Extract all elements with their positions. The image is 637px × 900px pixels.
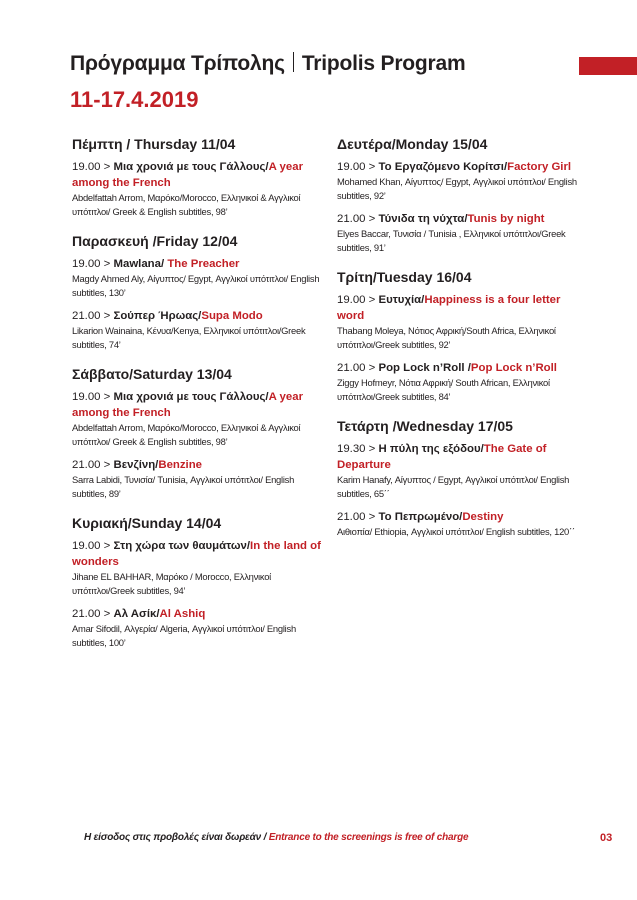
screening-time: 21.00 > — [337, 511, 379, 523]
film-title-greek: Τύνιδα τη νύχτα/ — [378, 213, 468, 225]
day-heading: Δευτέρα/Monday 15/04 — [337, 136, 488, 152]
film-title-greek: Βενζίνη/ — [113, 459, 159, 471]
screening — [337, 509, 587, 539]
film-title-english: A year among the French — [72, 391, 303, 419]
screening — [337, 360, 587, 404]
screening — [72, 389, 322, 449]
film-title-english: Happiness is a four letter word — [337, 294, 561, 322]
screening — [72, 606, 322, 650]
screening-title — [72, 159, 322, 191]
film-title-greek: Η πύλη της εξόδου/ — [378, 443, 484, 455]
film-title-english: Pop Lock n’Roll — [470, 362, 557, 374]
footer-text-english: Entrance to the screenings is free of charge — [268, 832, 469, 843]
film-title-english: Al Ashiq — [159, 608, 206, 620]
screening-time: 19.00 > — [72, 391, 114, 403]
film-title-english: Benzine — [158, 459, 203, 471]
screening-title — [72, 308, 322, 324]
screening-title — [337, 211, 587, 227]
day-wednesday — [337, 418, 587, 539]
screening-details: Mohamed Khan, Αίγυπτος/ Egypt, Αγγλικοί υπότιτλοι/ English subtitles, 92’ — [337, 176, 577, 201]
day-monday — [337, 136, 587, 255]
screening-details: Sarra Labidi, Τυνισία/ Tunisia, Αγγλικοί υπότιτλοι/ English subtitles, 89’ — [72, 474, 295, 499]
screening — [337, 159, 587, 203]
day-sunday — [72, 515, 322, 650]
film-title-english: The Preacher — [167, 258, 240, 270]
screening-title — [72, 256, 322, 272]
film-title-english: Destiny — [462, 511, 504, 523]
film-title-english: Tunis by night — [467, 213, 545, 225]
screening — [72, 159, 322, 219]
screening-details: Ziggy Hofmeyr, Νότια Αφρική/ South African, Ελληνικοί υπότιτλοι/Greek subtitles, 84’ — [337, 377, 550, 402]
screening-time: 19.00 > — [337, 161, 379, 173]
screening-time: 19.00 > — [337, 294, 379, 306]
screening-title — [72, 606, 322, 622]
page-title — [70, 52, 466, 76]
screening-title — [337, 509, 587, 525]
screening-title — [337, 441, 587, 473]
title-greek: Πρόγραμμα Τρίπολης — [70, 52, 285, 75]
film-title-greek: Αλ Ασίκ/ — [113, 608, 160, 620]
film-title-english: In the land of wonders — [72, 540, 321, 568]
screening-title — [72, 538, 322, 570]
day-heading: Σάββατο/Saturday 13/04 — [72, 366, 232, 382]
screening-details: Elyes Baccar, Τυνισία / Tunisia , Ελληνικοί υπότιτλοι/Greek subtitles, 91’ — [337, 228, 566, 253]
screening-time: 21.00 > — [337, 362, 379, 374]
screening — [337, 441, 587, 501]
screening — [72, 538, 322, 598]
day-heading: Τετάρτη /Wednesday 17/05 — [337, 418, 513, 434]
screening-time: 21.00 > — [72, 310, 114, 322]
footer-note — [84, 832, 468, 843]
day-heading: Παρασκευή /Friday 12/04 — [72, 233, 238, 249]
screening-details: Jihane EL BAHHAR, Μαρόκο / Morocco, Ελληνικοί υπότιτλοι/Greek subtitles, 94’ — [72, 571, 271, 596]
film-title-greek: Pop Lock n’Roll / — [378, 362, 471, 374]
screening-title — [337, 292, 587, 324]
film-title-greek: Το Εργαζόμενο Κορίτσι/ — [378, 161, 508, 173]
film-title-greek: Σούπερ Ήρωας/ — [113, 310, 202, 322]
film-title-greek: Μια χρονιά με τους Γάλλους/ — [113, 161, 269, 173]
page-number: 03 — [600, 832, 613, 844]
footer-text-greek: Η είσοδος στις προβολές είναι δωρεάν / — [84, 832, 269, 843]
day-friday — [72, 233, 322, 352]
film-title-greek: Ευτυχία/ — [378, 294, 425, 306]
accent-bar — [579, 57, 637, 75]
screening-title — [337, 360, 587, 376]
screening-time: 19.00 > — [72, 540, 114, 552]
screening-details: Magdy Ahmed Aly, Αίγυπτος/ Egypt, Αγγλικοί υπότιτλοι/ English subtitles, 130’ — [72, 273, 320, 298]
title-english: Tripolis Program — [301, 52, 466, 75]
screening-details: Αιθιοπία/ Ethiopia, Αγγλικοί υπότιτλοι/ English subtitles, 120΄΄ — [337, 526, 575, 537]
screening-time: 19.00 > — [72, 258, 114, 270]
screening-details: Abdelfattah Arrom, Μαρόκο/Morocco, Ελληνικοί & Αγγλικοί υπότιτλοι/ Greek & English subtitles, 98’ — [72, 192, 301, 217]
screening — [72, 457, 322, 501]
day-tuesday — [337, 269, 587, 404]
film-title-english: Supa Modo — [201, 310, 263, 322]
screening — [72, 256, 322, 300]
film-title-greek: Μια χρονιά με τους Γάλλους/ — [113, 391, 269, 403]
day-heading: Πέμπτη / Thursday 11/04 — [72, 136, 236, 152]
screening-details: Karim Hanafy, Αίγυπτος / Egypt, Αγγλικοί υπότιτλοι/ English subtitles, 65΄΄ — [337, 474, 570, 499]
screening-time: 21.00 > — [72, 459, 114, 471]
day-thursday — [72, 136, 322, 219]
screening-details: Abdelfattah Arrom, Μαρόκο/Morocco, Ελληνικοί & Αγγλικοί υπότιτλοι/ Greek & English subtitles, 98’ — [72, 422, 301, 447]
film-title-english: A year among the French — [72, 161, 303, 189]
film-title-greek: Το Πεπρωμένο/ — [378, 511, 463, 523]
day-heading: Τρίτη/Tuesday 16/04 — [337, 269, 472, 285]
screening-time: 19.30 > — [337, 443, 379, 455]
screening-time: 21.00 > — [72, 608, 114, 620]
film-title-english: The Gate of Departure — [337, 443, 547, 471]
film-title-greek: Mawlana/ — [113, 258, 168, 270]
film-title-greek: Στη χώρα των θαυμάτων/ — [113, 540, 251, 552]
screening-details: Amar Sifodil, Αλγερία/ Algeria, Αγγλικοί υπότιτλοι/ English subtitles, 100’ — [72, 623, 296, 648]
screening-time: 19.00 > — [72, 161, 114, 173]
film-title-english: Factory Girl — [507, 161, 572, 173]
screening-time: 21.00 > — [337, 213, 379, 225]
screening-title — [337, 159, 587, 175]
screening — [337, 211, 587, 255]
screening-details: Likarion Wainaina, Κένυα/Kenya, Ελληνικοί υπότιτλοι/Greek subtitles, 74’ — [72, 325, 306, 350]
title-separator — [293, 52, 294, 72]
schedule-column-right — [337, 136, 587, 553]
program-dates: 11-17.4.2019 — [70, 87, 199, 112]
day-saturday — [72, 366, 322, 501]
screening — [72, 308, 322, 352]
day-heading: Κυριακή/Sunday 14/04 — [72, 515, 222, 531]
schedule-column-left — [72, 136, 322, 664]
screening-title — [72, 457, 322, 473]
screening-details: Thabang Moleya, Νότιος Αφρική/South Africa, Ελληνικοί υπότιτλοι/Greek subtitles, 92’ — [337, 325, 556, 350]
screening-title — [72, 389, 322, 421]
screening — [337, 292, 587, 352]
